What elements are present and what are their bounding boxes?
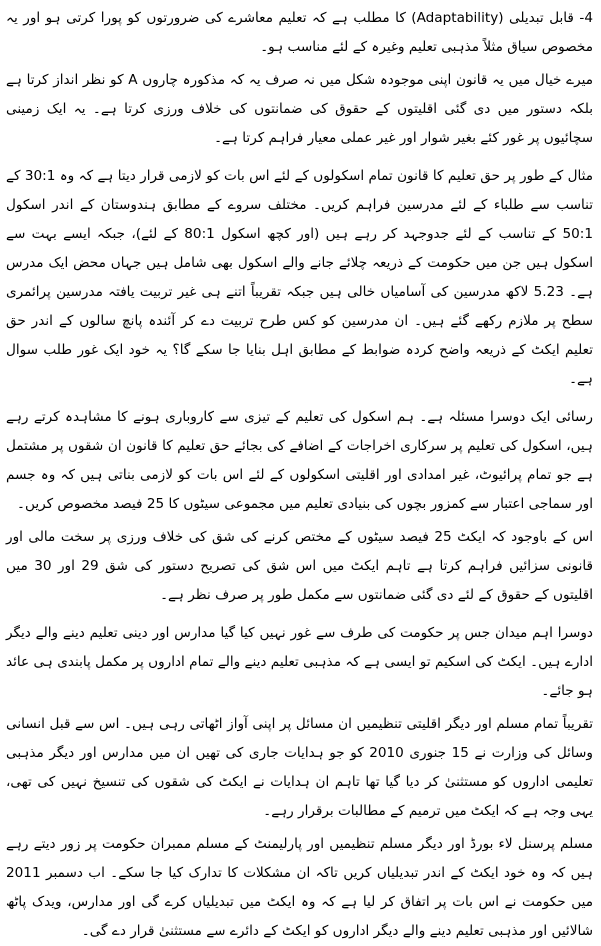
paragraph-quota-clause: اس کے باوجود کہ ایکٹ 25 فیصد سیٹوں کے مختص کرنے کی شق کی خلاف ورزی پر سخت مالی اور قانونی سزائیں فراہم کرتا ہے تاہم ایکٹ میں اس شق کی تصریح دستور کی شق 29 اور 30 میں اقلیتوں کے حقوق کے لئے دی گئی ضمانتوں سے مکمل طور پر صرف نظر ہے۔ (6, 529, 594, 603)
paragraph-teacher-ratio: مثال کے طور پر حق تعلیم کا قانون تمام اسکولوں کے لئے اس بات کو لازمی قرار دیتا ہے کہ وہ 30:1 کے تناسب سے طلباء کے لئے مدرسین فراہم کریں۔ مختلف سروے کے مطابق ہندوستان کے اندر اسکول 50:1 کے تناسب کے لئے جدوجہد کر رہے ہیں (اور کچھ اسکول 80:1 کے لئے)، جبکہ ایسے بہت سے اسکول ہیں جن میں حکومت کے ذریعہ چلائے جانے والے اسکول بھی شامل ہیں جہاں محض ایک مدرس ہے۔ 5.23 لاکھ مدرسین کی آسامیاں خالی ہیں جبکہ تقریباً اتنے ہی غیر تربیت یافتہ مدرسین پرائمری سطح پر ملازم رکھے گئے ہیں۔ ان مدرسین کو کس طرح تربیت دے کر آئندہ پانچ سالوں کے اندر حق تعلیم ایکٹ کے ذریعہ واضح کردہ ضوابط کے مطابق اہل بنایا جا سکے گا؟ یہ خود ایک غور طلب سوال ہے۔ (6, 168, 593, 387)
paragraph-access: رسائی ایک دوسرا مسئلہ ہے۔ ہم اسکول کی تعلیم کے تیزی سے کاروباری ہونے کا مشاہدہ کرتے رہے ہیں، اسکول کی تعلیم پر سرکاری اخراجات کے اضافے کی بجائے حق تعلیم کا قانون ان شقوں پر مشتمل ہے جو تمام پرائیوٹ، غیر امدادی اور اقلیتی اسکولوں کے لئے اس بات کو لازمی بناتی ہیں کہ وہ جسم اور سماجی اعتبار سے کمزور بچوں کی بنیادی تعلیم میں مجموعی سیٹوں کا 25 فیصد مخصوص کریں۔ (6, 409, 593, 512)
paragraph-amendment: مسلم پرسنل لاء بورڈ اور دیگر مسلم تنظیمیں اور پارلیمنٹ کے مسلم ممبران حکومت پر زور دیتے رہے ہیں کہ وہ خود ایکٹ کے اندر تبدیلیاں کریں تاکہ ان مشکلات کا تدارک کیا جا سکے۔ اب دسمبر 2011 میں حکومت نے اس بات پر اتفاق کر لیا ہے کہ وہ ایکٹ میں تبدیلیاں کرے گی اور مدارس، ویدک پاٹھ شالائیں اور مذہبی تعلیم دینے والے دیگر اداروں کو ایکٹ کے دائرے سے مستثنیٰ قرار دے گی۔ (6, 836, 593, 939)
paragraph-madaris: دوسرا اہم میدان جس پر حکومت کی طرف سے غور نہیں کیا گیا مدارس اور دینی تعلیم دینے والے دیگر ادارے ہیں۔ ایکٹ کی اسکیم تو ایسی ہے کہ مذہبی تعلیم دینے والے تمام اداروں پر مکمل پابندی ہی عائد ہو جائے۔ (6, 625, 593, 699)
paragraph-four-a-critique: میرے خیال میں یہ قانون اپنی موجودہ شکل میں نہ صرف یہ کہ مذکورہ چاروں A کو نظر انداز کرتا ہے بلکہ دستور میں دی گئی اقلیتوں کے حقوق کی ضمانتوں کی خلاف ورزی کرتا ہے۔ یہ ایک زمینی سچائیوں پر غور کئے بغیر شوار اور غیر عملی معیار فراہم کرتا ہے۔ (6, 72, 593, 146)
paragraph-adaptability: 4- قابل تبدیلی (Adaptability) کا مطلب ہے کہ تعلیم معاشرے کی ضرورتوں کو پورا کرتی ہو اور یہ مخصوص سیاق مثلاً مذہبی تعلیم وغیرہ کے لئے مناسب ہو۔ (6, 10, 593, 55)
paragraph-organizations: تقریباً تمام مسلم اور دیگر اقلیتی تنظیمیں ان مسائل پر اپنی آواز اٹھاتی رہی ہیں۔ اس سے قبل انسانی وسائل کی وزارت نے 15 جنوری 2010 کو جو ہدایات جاری کی تھیں ان میں مدارس اور دیگر مذہبی تعلیمی اداروں کو مستثنیٰ کر دیا گیا تھا تاہم ان ہدایات نے ایکٹ کی شقوں کی تنسیخ نہیں کی تھی، یہی وجہ ہے کہ ایکٹ میں ترمیم کے مطالبات برقرار رہے۔ (6, 716, 593, 819)
